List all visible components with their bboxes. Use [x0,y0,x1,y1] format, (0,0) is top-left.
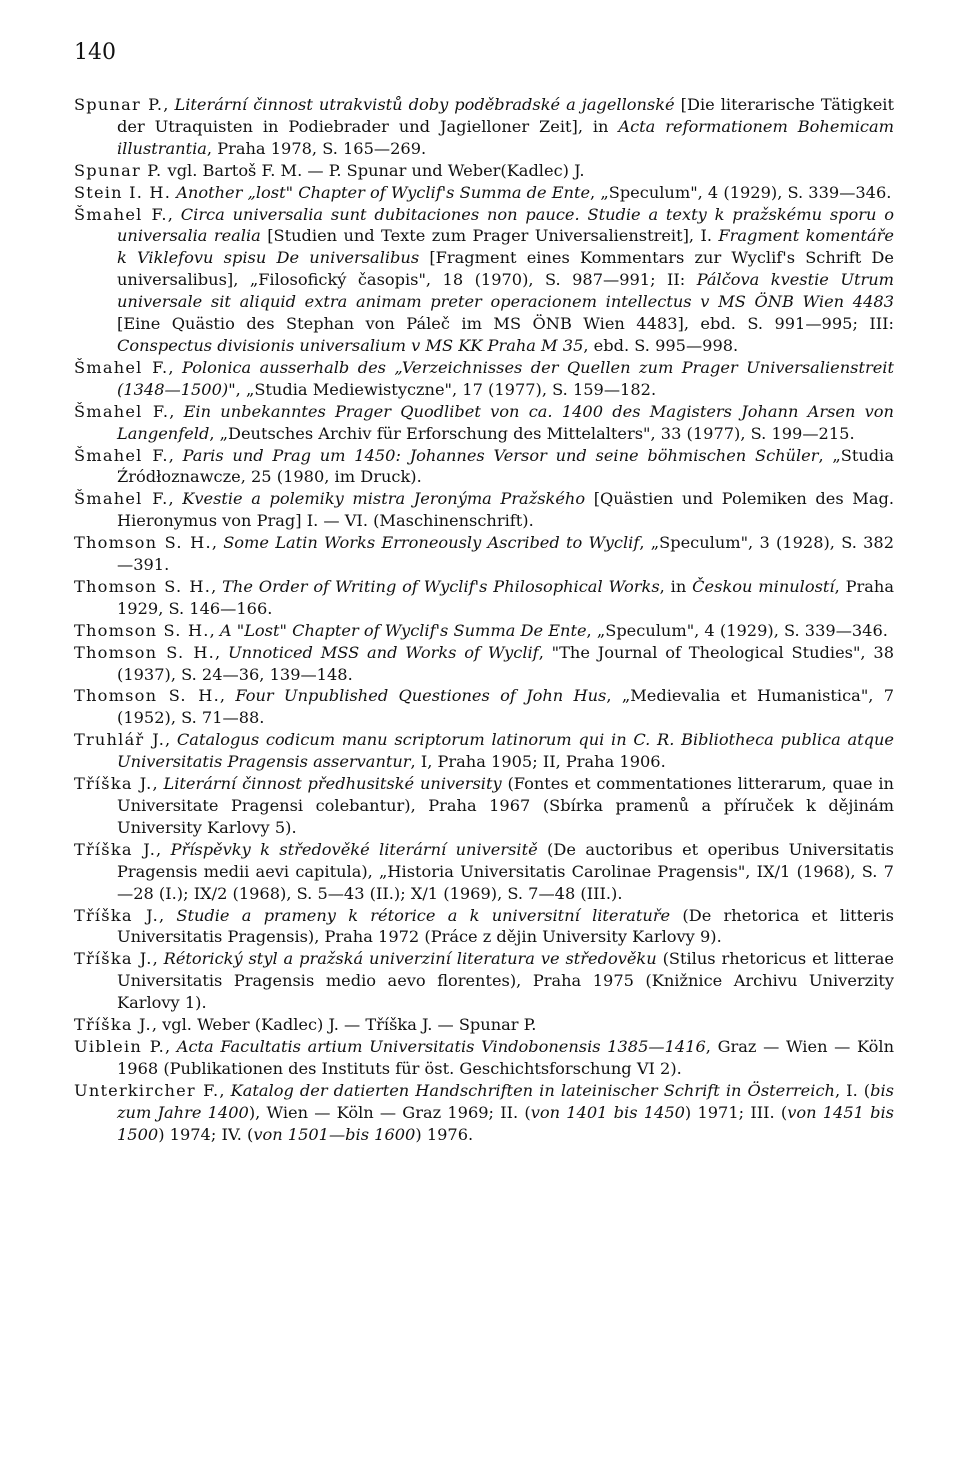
entry-text: , „Studia Źródłoznawcze, 25 (1980, im Druck). [117,445,894,487]
entry-author: Tříška J. [74,949,153,969]
entry-text: , [168,357,182,377]
entry-title: Another „lost" Chapter of Wyclif's Summa de Ente [176,182,591,202]
entry-author: Šmahel F. [74,401,170,421]
bibliography-entry [74,1036,894,1080]
entry-text: , [219,686,236,706]
bibliography-entry [74,642,894,686]
entry-text: , „Speculum", 3 (1928), S. 382—391. [117,533,895,575]
entry-title: von 1401 bis 1450 [530,1102,685,1122]
entry-author: Spunar P. [74,95,164,114]
entry-author: Thomson S. H. [74,686,220,706]
bibliography-entry [74,1080,894,1146]
entry-text: , „Speculum", 4 (1929), S. 339—346. [586,620,888,640]
entry-text: , Praha 1978, S. 165—269. [206,138,427,158]
entry-text: , "The Journal of Theological Studies", 38 (1937), S. 24—36, 139—148. [117,642,895,684]
entry-title: Rétorický styl a pražská univerziní literatura ve středověku [163,949,657,969]
entry-title: Ein unbekanntes Prager Quodlibet von ca. 1400 des Magisters Johann Arsen von Langenfeld [117,401,894,443]
bibliography-entry [74,160,894,182]
bibliography-entry [74,839,894,905]
entry-title: Catalogus codicum manu scriptorum latinorum qui in C. R. Bibliotheca publica atque Universitatis Pragensis asservantur [117,730,894,772]
entry-text: , Graz — Wien — Köln 1968 (Publikationen des Instituts für öst. Geschichtsforschung VI 2). [117,1036,895,1078]
entry-author: Thomson S. H. [74,576,212,596]
entry-title: Unnoticed MSS and Works of Wyclif [227,642,539,662]
entry-text: , [152,949,164,969]
entry-title: Kvestie a polemiky mistra Jeronýma Pražského [182,489,586,509]
entry-text: , [158,905,177,925]
entry-text: [Fragment eines Kommentars zur Wyclif's Schrift De universalibus], „Filosofický časopis", 18 (1970), S. 987—991; II: [117,248,894,290]
entry-title: Circa universalia sunt dubitaciones non pauce. Studie a texty k pražskému sporu o universalia realia [117,204,895,246]
entry-text: , [165,730,177,750]
entry-text: , [163,95,175,114]
entry-title: Four Unpublished Questiones of John Hus [235,686,607,706]
entry-text: , [152,774,164,794]
bibliography-entry [74,685,894,729]
bibliography-entry [74,948,894,1014]
bibliography-entry [74,357,894,401]
entry-text: , „Medievalia et Humanistica", 7 (1952), S. 71—88. [117,686,895,728]
bibliography-entry [74,729,894,773]
bibliography-entry [74,204,894,357]
entry-title: Příspěvky k středověké literární universitě [170,839,538,859]
bibliography-entry [74,182,894,204]
entry-author: Thomson S. H. [74,533,212,553]
entry-text: [Eine Quästio des Stephan von Páleč im MS ÖNB Wien 4483], ebd. S. 991—995; III: [117,314,894,334]
entry-author: Stein I. H. [74,182,172,202]
entry-text: , [211,576,223,596]
entry-text: , [156,839,171,859]
entry-title: Českou minulostí [692,576,835,596]
entry-title: Literární činnost předhusitské university [163,774,502,794]
entry-text: [Studien und Texte zum Prager Universalienstreit], I. [260,226,719,246]
entry-text: , ebd. S. 995—998. [583,335,739,355]
entry-title: von 1501—bis 1600 [253,1124,416,1144]
entry-text: , in [659,576,693,596]
entry-text: , [211,533,224,553]
entry-title: Literární činnost utrakvistů doby poděbradské a jagellonské [174,95,675,114]
entry-author: Spunar P. [74,160,163,180]
entry-text: (De auctoribus et operibus Universitatis Pragensis medii aevi capitula), „Historia Universitatis Carolinae Pragensis", IX/1 (1968), S. 7—28 (I.); IX/2 (1968), S. 5—43 (II.); X/1 (1969), S. 7—48 (III.). [117,839,894,903]
entry-title: Pálčova kvestie Utrum universale sit aliquid extra animam preter operacionem intellectus v MS ÖNB Wien 4483 [117,270,894,312]
entry-title: Fragment komentáře k Viklefovu spisu De universalibus [117,226,894,268]
entry-author: Tříška J. [74,905,159,925]
entry-title: Katalog der datierten Handschriften in lateinischer Schrift in Österreich [230,1080,835,1100]
entry-title: von 1451 bis 1500 [117,1102,894,1144]
entry-text: (De rhetorica et litteris Universitatis Pragensis), Praha 1972 (Práce z dějin University Karlovy 9). [117,905,894,947]
entry-title: A "Lost" Chapter of Wyclif's Summa De Ente [219,620,587,640]
entry-text: , I. ( [834,1080,871,1100]
entry-text: ) 1974; IV. ( [158,1124,254,1144]
entry-text: , „Speculum", 4 (1929), S. 339—346. [590,182,892,202]
entry-title: Polonica ausserhalb des „Verzeichnisses der Quellen zum Prager Universalienstreit (1348—1500) [117,357,894,399]
entry-text: , [214,642,228,662]
bibliography-entry [74,532,894,576]
bibliography-entry [74,773,894,839]
entry-author: Truhlář J. [74,730,166,750]
entry-author: Šmahel F. [74,357,169,377]
entry-text: , [219,1080,231,1100]
entry-author: Uiblein P. [74,1036,165,1056]
entry-text: , [209,620,220,640]
entry-text: ), Wien — Köln — Graz 1969; II. ( [248,1102,531,1122]
entry-text: ) 1971; III. ( [684,1102,788,1122]
page-number: 140 [74,40,116,65]
entry-text: , [164,1036,177,1056]
bibliography-entry [74,1014,894,1036]
entry-title: The Order of Writing of Wyclif's Philosophical Works [222,576,660,596]
entry-author: Šmahel F. [74,204,168,224]
bibliography-entry [74,905,894,949]
entry-text: ", „Studia Mediewistyczne", 17 (1977), S. 159—182. [228,379,657,399]
entry-text: , [168,489,183,509]
bibliography-list [74,94,894,1146]
entry-text: [Quästien und Polemiken des Mag. Hieronymus von Prag] I. — VI. (Maschinenschrift). [117,489,894,531]
bibliography-entry [74,576,894,620]
bibliography-entry [74,445,894,489]
entry-author: Thomson S. H. [74,620,210,640]
entry-text: , „Deutsches Archiv für Erforschung des Mittelalters", 33 (1977), S. 199—215. [209,423,855,443]
entry-author: Tříška J. [74,1015,152,1035]
entry-text: (Fontes et commentationes litterarum, quae in Universitate Pragensi colebantur), Praha 1967 (Sbírka pramenů a příruček k dějinám University Karlovy 5). [117,774,894,837]
bibliography-entry [74,488,894,532]
bibliography-entry [74,94,894,160]
entry-author: Tříška J. [74,839,157,859]
entry-author: Tříška J. [74,774,153,794]
entry-author: Šmahel F. [74,445,169,465]
entry-text: ) 1976. [415,1124,474,1144]
entry-text: , vgl. Weber (Kadlec) J. — Tříška J. — Spunar P. [151,1015,537,1035]
entry-title: Acta reformationem Bohemicam illustrantia [117,116,894,158]
entry-text: , I, Praha 1905; II, Praha 1906. [410,752,666,772]
entry-title: Conspectus divisionis universalium v MS KK Praha M 35 [117,335,584,355]
entry-text: vgl. Bartoš F. M. — P. Spunar und Weber(Kadlec) J. [162,160,585,180]
entry-text: , [168,445,183,465]
entry-author: Šmahel F. [74,489,169,509]
entry-text: , [169,401,184,421]
entry-text: , [167,204,181,224]
entry-author: Unterkircher F. [74,1080,220,1100]
entry-title: bis zum Jahre 1400 [117,1080,894,1122]
entry-title: Studie a prameny k rétorice a k universitní literatuře [176,905,671,925]
bibliography-entry [74,620,894,642]
entry-title: Paris und Prag um 1450: Johannes Versor und seine böhmischen Schüler [182,445,819,465]
entry-text: (Stilus rhetoricus et litterae Universitatis Pragensis medio aevo florentes), Praha 1975 (Knižnice Archivu Univerzity Karlovy 1). [117,949,894,1013]
entry-text: , Praha 1929, S. 146—166. [117,576,894,618]
entry-title: Acta Facultatis artium Universitatis Vindobonensis 1385—1416 [176,1036,706,1056]
entry-text: [Die literarische Tätigkeit der Utraquisten in Podiebrader und Jagielloner Zeit], in [117,95,894,136]
entry-author: Thomson S. H. [74,642,215,662]
entry-title: Some Latin Works Erroneously Ascribed to Wyclif [223,533,640,553]
bibliography-entry [74,401,894,445]
